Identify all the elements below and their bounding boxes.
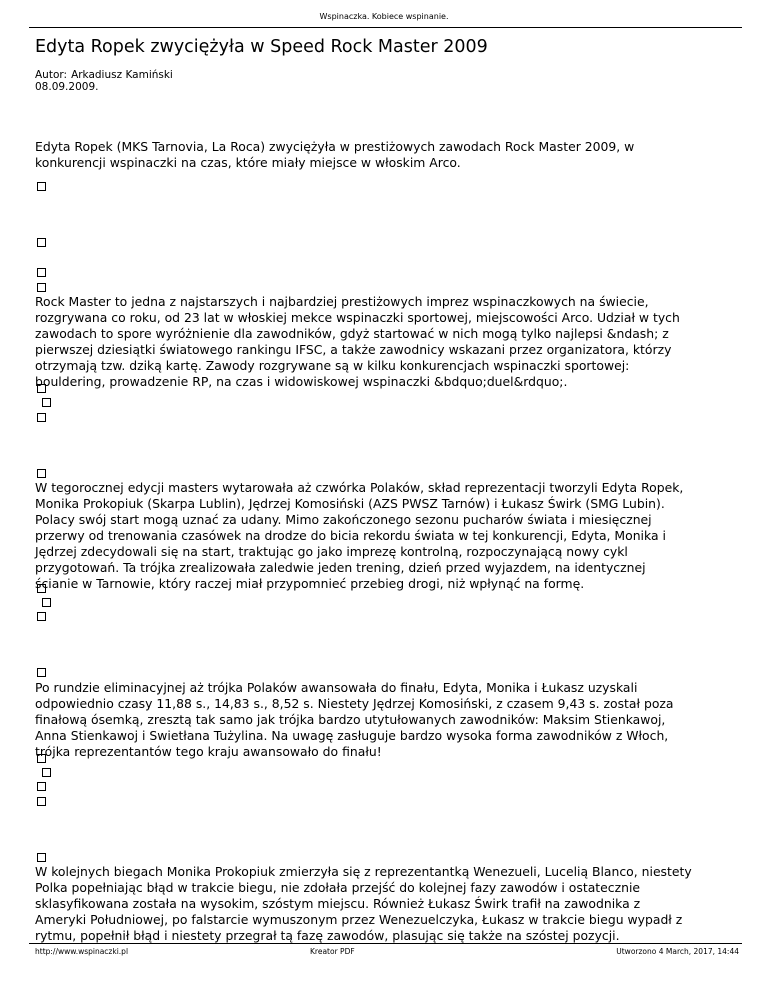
footer-divider (29, 943, 742, 944)
article-author (35, 69, 173, 81)
text-line: zawodach to spore wyróżnienie dla zawodników, gdyż startować w nich mogą tylko najlepsi &ndash; z (35, 326, 669, 341)
broken-image-icon (37, 384, 46, 393)
broken-image-icon (37, 283, 46, 292)
broken-image-icon (37, 668, 46, 677)
broken-image-icon (37, 754, 46, 763)
text-line: W tegorocznej edycji masters wytarowała aż czwórka Polaków, skład reprezentacji tworzyli Edyta Ropek, (35, 480, 684, 495)
text-line: bouldering, prowadzenie RP, na czas i widowiskowej wspinaczki &bdquo;duel&rdquo;. (35, 374, 568, 389)
text-line: konkurencji wspinaczki na czas, które miały miejsce w włoskim Arco. (35, 155, 461, 170)
text-line: Po rundzie eliminacyjnej aż trójka Polaków awansowała do finału, Edyta, Monika i Łukasz uzyskali (35, 680, 638, 695)
text-line: Monika Prokopiuk (Skarpa Lublin), Jędrzej Komosiński (AZS PWSZ Tarnów) i Łukasz Świrk (SMG Lubin). (35, 496, 665, 511)
paragraph (35, 864, 735, 944)
text-line: Polka popełniając błąd w trakcie biegu, nie zdołała przejść do kolejnej fazy zawodów i ostatecznie (35, 880, 641, 895)
broken-image-icon (42, 598, 51, 607)
author-label: Autor: (35, 69, 68, 81)
text-line: przerwy od trenowania czasówek na drodze do bicia rekordu świata w tej konkurencji, Edyta, Monika i (35, 528, 666, 543)
broken-image-icon (37, 268, 46, 277)
broken-image-icon (42, 398, 51, 407)
lead-paragraph (35, 139, 735, 171)
text-line: Rock Master to jedna z najstarszych i najbardziej prestiżowych imprez wspinaczkowych na świecie, (35, 294, 649, 309)
broken-image-icon (37, 853, 46, 862)
text-line: Anna Stienkawoj i Swietłana Tużylina. Na uwagę zasługuje bardzo wysoka forma zawodników z Włoch, (35, 728, 669, 743)
paragraph (35, 294, 735, 390)
text-line: odpowiednio czasy 11,88 s., 14,83 s., 8,52 s. Niestety Jędrzej Komosiński, z czasem 9,43 s. został poza (35, 696, 674, 711)
text-line: Polacy swój start mogą uznać za udany. Mimo zakończonego sezonu pucharów świata i miesięcznej (35, 512, 652, 527)
footer-created-date: Utworzono 4 March, 2017, 14:44 (616, 947, 739, 956)
text-line: sklasyfikowana została na wysokim, szóstym miejscu. Również Łukasz Świrk trafił na zawodnika z (35, 896, 641, 911)
author-name: Arkadiusz Kamiński (71, 69, 173, 81)
text-line: ścianie w Tarnowie, który raczej miał przypomnieć przebieg drogi, niż wpłynąć na formę. (35, 576, 585, 591)
text-line: Ameryki Południowej, po falstarcie wymuszonym przez Wenezuelczyka, Łukasz w trakcie biegu wypadł z (35, 912, 683, 927)
text-line: rytmu, popełnił błąd i niestety przegrał tą fazę zawodów, plasując się także na szóstej pozycji. (35, 928, 620, 943)
text-line: Edyta Ropek (MKS Tarnovia, La Roca) zwyciężyła w prestiżowych zawodach Rock Master 2009, w (35, 139, 635, 154)
text-line: pierwszej dziesiątki światowego rankingu IFSC, a także zawodnicy wskazani przez organizatora, którzy (35, 342, 672, 357)
broken-image-icon (37, 797, 46, 806)
text-line: otrzymają tzw. dziką kartę. Zawody rozgrywane są w kilku konkurencjach wspinaczki sportowej: (35, 358, 630, 373)
broken-image-icon (37, 182, 46, 191)
text-line: rozgrywana co roku, od 23 lat w włoskiej mekce wspinaczki sportowej, miejscowości Arco. Udział w tych (35, 310, 680, 325)
text-line: Jędrzej zdecydowali się na start, traktując go jako imprezę kontrolną, rozpoczynającą nowy cykl (35, 544, 628, 559)
text-line: finałową ósemką, zresztą tak samo jak trójka bardzo utytułowanych zawodników: Maksim Stienkawoj, (35, 712, 666, 727)
broken-image-icon (37, 238, 46, 247)
text-line: przygotowań. Ta trójka zrealizowała zaledwie jeden trening, dzień przed wyjazdem, na identycznej (35, 560, 646, 575)
broken-image-icon (37, 469, 46, 478)
site-header: Wspinaczka. Kobiece wspinanie. (319, 12, 449, 21)
broken-image-icon (37, 584, 46, 593)
header-divider (29, 27, 742, 28)
text-line: W kolejnych biegach Monika Prokopiuk zmierzyła się z reprezentantką Wenezueli, Lucelią Blanco, niestety (35, 864, 692, 879)
paragraph (35, 680, 735, 760)
article-date: 08.09.2009. (35, 81, 99, 93)
footer-url-link[interactable]: http://www.wspinaczki.pl (35, 947, 129, 956)
footer-generator: Kreator PDF (310, 947, 355, 956)
broken-image-icon (37, 612, 46, 621)
paragraph (35, 480, 735, 592)
broken-image-icon (37, 413, 46, 422)
broken-image-icon (37, 782, 46, 791)
article-title: Edyta Ropek zwyciężyła w Speed Rock Master 2009 (35, 37, 488, 57)
broken-image-icon (42, 768, 51, 777)
text-line: trójka reprezentantów tego kraju awansowało do finału! (35, 744, 382, 759)
